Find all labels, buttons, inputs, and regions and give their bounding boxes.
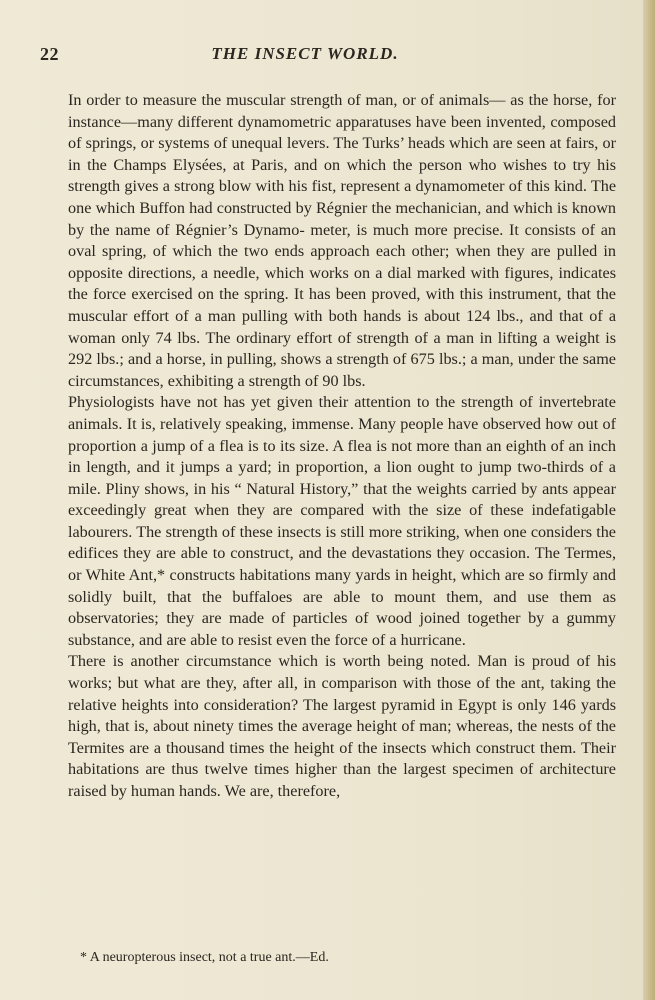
page-edge <box>643 0 655 1000</box>
footnote: * A neuropterous insect, not a true ant.—Ed. <box>80 950 329 965</box>
body-text <box>68 90 616 803</box>
paragraph: There is another circumstance which is worth being noted. Man is proud of his works; but what are they, after all, in comparison with those of the ant, taking the relative heights into consideration? The largest pyramid in Egypt is only 146 yards high, that is, about ninety times the average height of man; whereas, the nests of the Termites are a thousand times the height of the insects which construct them. Their habitations are thus twelve times higher than the largest specimen of architecture raised by human hands. We are, therefore, <box>68 652 616 800</box>
page-header <box>40 44 610 68</box>
running-head: THE INSECT WORLD. <box>211 44 399 63</box>
page-number: 22 <box>40 44 59 64</box>
paragraph: In order to measure the muscular strength of man, or of animals— as the horse, for instance—many different dynamometric apparatuses have been invented, composed of springs, or systems of unequal levers. The Turks’ heads which are seen at fairs, or in the Champs Elysées, at Paris, and on which the person who wishes to try his strength gives a strong blow with his fist, represent a dynamometer of this kind. The one which Buffon had constructed by Régnier the mechanician, and which is known by the name of Régnier’s Dynamo- meter, is much more precise. It consists of an oval spring, of which the two ends approach each other; when they are pulled in opposite directions, a needle, which works on a dial marked with figures, indicates the force exercised on the spring. It has been proved, with this instrument, that the muscular effort of a man pulling with both hands is about 124 lbs., and that of a woman only 74 lbs. The ordinary effort of strength of a man in lifting a weight is 292 lbs.; and a horse, in pulling, shows a strength of 675 lbs.; a man, under the same circumstances, exhibiting a strength of 90 lbs. <box>68 91 616 390</box>
paragraph: Physiologists have not has yet given their attention to the strength of invertebrate animals. It is, relatively speaking, immense. Many people have observed how out of proportion a jump of a flea is to its size. A flea is not more than an eighth of an inch in length, and it jumps a yard; in proportion, a lion ought to jump two-thirds of a mile. Pliny shows, in his “ Natural History,” that the weights carried by ants appear exceedingly great when they are compared with the size of these indefatigable labourers. The strength of these insects is still more striking, when one considers the edifices they are able to construct, and the devastations they occasion. The Termes, or White Ant,* constructs habitations many yards in height, which are so firmly and solidly built, that the buffaloes are able to mount them, and use them as observatories; they are made of particles of wood joined together by a gummy substance, and are able to resist even the force of a hurricane. <box>68 393 616 649</box>
